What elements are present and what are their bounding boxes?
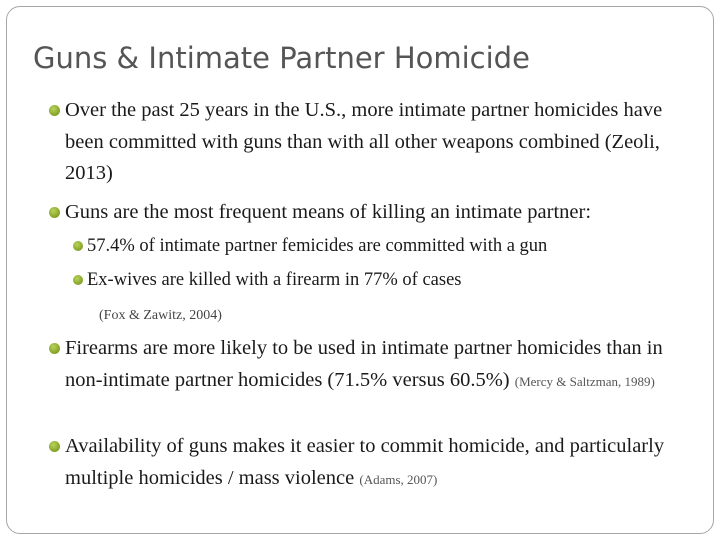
bullet-text-4: Availability of guns makes it easier to commit homicide, and particularly multiple homicides / mass violence xyxy=(65,435,665,489)
bullet-dot-icon xyxy=(49,207,60,218)
bullet-list xyxy=(7,7,713,533)
citation-adams: (Adams, 2007) xyxy=(359,471,438,487)
bullet-text-3: Firearms are more likely to be used in intimate partner homicides than in non-intimate partner homicides (71.5% versus 60.5%) xyxy=(65,337,663,391)
citation-mercy-saltzman: (Mercy & Saltzman, 1989) xyxy=(514,373,655,389)
bullet-text-2: Guns are the most frequent means of killing an intimate partner: xyxy=(65,201,592,223)
bullet-dot-icon xyxy=(73,275,83,285)
bullet-text-1: Over the past 25 years in the U.S., more intimate partner homicides have been committed with guns than with all other weapons combined (Zeoli, 2013) xyxy=(65,99,663,184)
slide-title: Guns & Intimate Partner Homicide xyxy=(33,41,530,75)
bullet-item-1 xyxy=(65,95,693,190)
bullet-item-3 xyxy=(65,333,693,397)
bullet-dot-icon xyxy=(73,241,83,251)
bullet-dot-icon xyxy=(49,441,60,452)
citation-fox-zawitz: (Fox & Zawitz, 2004) xyxy=(99,308,222,323)
sub-bullet-item-2 xyxy=(87,267,693,293)
sub-bullet-text-2: Ex-wives are killed with a firearm in 77% of cases xyxy=(87,270,462,290)
slide-frame xyxy=(6,6,714,534)
bullet-item-4 xyxy=(65,431,693,495)
bullet-item-2 xyxy=(65,197,693,229)
sub-bullet-text-1: 57.4% of intimate partner femicides are committed with a gun xyxy=(87,236,548,256)
bullet-dot-icon xyxy=(49,105,60,116)
sub-bullet-item-1 xyxy=(87,233,693,259)
bullet-dot-icon xyxy=(49,343,60,354)
